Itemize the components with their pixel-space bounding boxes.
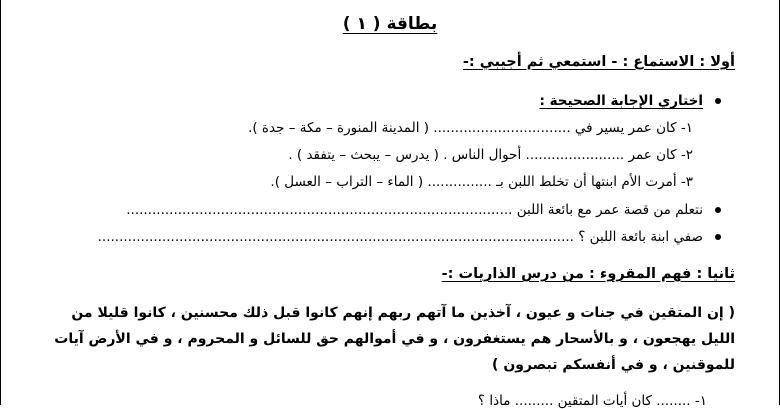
question-3: ٣- أمرت الأم ابنتها أن تخلط اللبن بـ ............... ( الماء – التراب – العسل ).	[270, 174, 693, 190]
open-question-2	[98, 229, 721, 245]
bullet-icon	[715, 234, 721, 240]
section1-title: أولا : الاستماع : - استمعي ثم أجيبي :-	[462, 54, 735, 70]
card-title: بطاقة ( ١ )	[342, 14, 438, 34]
section2-title: ثانيا : فهم المقروء : من درس الذاريات :-	[441, 266, 735, 282]
next-question-partial: ١- ........ كان أيات المتقين ......... ماذا ؟	[477, 393, 707, 409]
question-1: ١- كان عمر يسير في ................................ ( المدينة المنورة – مكة – جدة ).	[248, 120, 693, 136]
open-question-2-text: صفي ابنة بائعة اللبن ؟ ...............................................................................................................	[97, 229, 703, 245]
open-question-1	[126, 202, 721, 218]
section1-instruction	[540, 93, 721, 109]
bullet-icon	[715, 207, 721, 213]
open-question-1-text: نتعلم من قصة عمر مع بائعة اللبن ..........................................................................................	[126, 202, 703, 218]
bullet-icon	[715, 98, 721, 104]
quran-passage: ( إن المتقين في جنات و عيون ، آخذين ما آتهم ربهم إنهم كانوا قبل ذلك محسنين ، كانوا قليلا من الليل يهجعون ، و بالأسحار هم يستغفرون ، و في أموالهم حق للسائل و المحروم ، و في الأرض آيات للموقنين ، و في أنفسكم تبصرون )	[54, 305, 735, 373]
instruction-text: اختاري الإجابة الصحيحة :	[539, 93, 703, 109]
question-2: ٢- كان عمر ....................... أحوال الناس . ( يدرس – يبحث – يتفقد ) .	[288, 147, 693, 163]
